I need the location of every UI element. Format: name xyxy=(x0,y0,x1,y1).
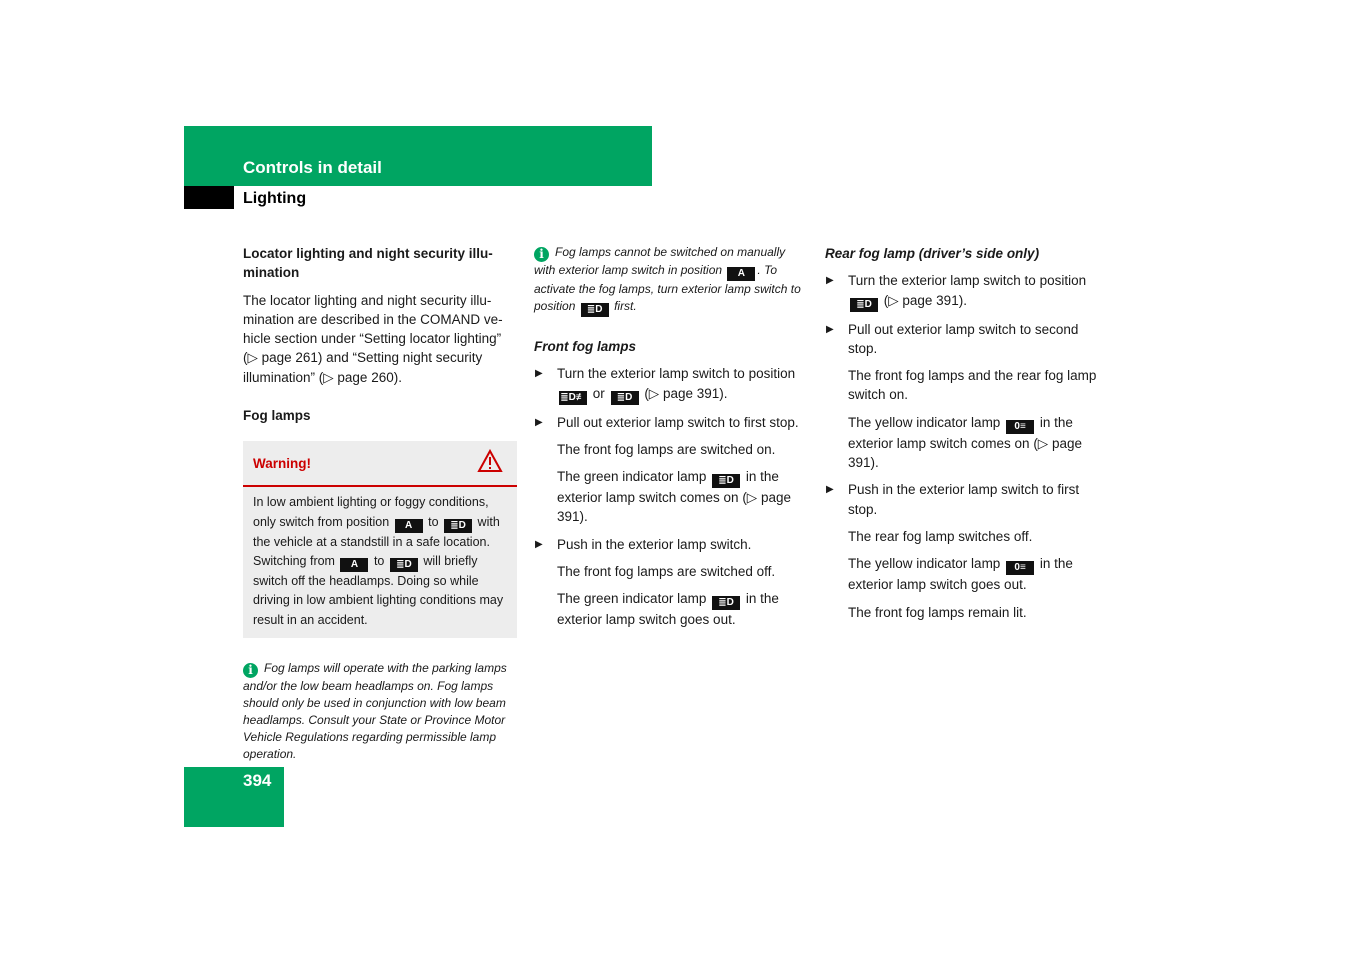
result-text: The front fog lamps are switched on. xyxy=(557,441,776,457)
info-text: Fog lamps cannot be switched on manually with exterior lamp switch in position xyxy=(534,245,786,277)
result-text: The front fog lamps and the rear fog lamp switch on. xyxy=(848,368,1097,403)
rear-fog-heading: Rear fog lamp (driver’s side only) xyxy=(825,246,1040,261)
info-text: first. xyxy=(614,299,637,313)
section-title: Controls in detail xyxy=(243,158,382,177)
result-text: The yellow indicator lamp 0≡ in the exterior lamp switch comes on (▷ page 391). xyxy=(848,414,1082,471)
result-text: The rear fog lamp switches off. xyxy=(848,528,1033,544)
front-fog-heading: Front fog lamps xyxy=(534,339,636,354)
step-item: ▶ Pull out exterior lamp switch to first stop. xyxy=(534,413,806,432)
auto-switch-symbol: A xyxy=(340,558,368,572)
warning-text: In low ambient lighting or foggy conditions, only switch from position xyxy=(253,495,489,529)
result-text: The yellow indicator lamp 0≡ in the exterior lamp switch goes out. xyxy=(848,556,1073,593)
locator-heading: Locator lighting and night security illumination xyxy=(243,246,493,281)
front-fog-symbol: ≣D xyxy=(581,303,609,317)
warning-text: to xyxy=(428,514,439,529)
parking-lamp-symbol: ≣D≢ xyxy=(560,391,586,403)
warning-triangle-icon xyxy=(477,449,503,473)
header-black-tab xyxy=(184,186,234,209)
locator-paragraph: The locator lighting and night security illumination are described in the COMAND vehicle section under “Setting locator lighting” (▷ page 261) and “Setting night security illumination” (▷ page 260). xyxy=(243,292,503,385)
step-item: ▶ Turn the exterior lamp switch to position ≣D≢ or ≣D (▷ page 391). xyxy=(534,364,806,404)
warning-text: to xyxy=(373,553,385,568)
rear-fog-symbol: 0≡ xyxy=(1006,561,1034,575)
column-3 xyxy=(825,244,1097,630)
info-note-manual xyxy=(534,244,806,317)
rear-fog-symbol: 0≡ xyxy=(1006,420,1034,434)
auto-switch-symbol: A xyxy=(395,519,423,533)
step-item: ▶ Turn the exterior lamp switch to position ≣D (▷ page 391). xyxy=(825,271,1097,311)
result-text: The front fog lamps remain lit. xyxy=(848,604,1027,620)
column-1 xyxy=(243,244,517,763)
info-icon: i xyxy=(534,247,549,262)
result-text: The front fog lamps are switched off. xyxy=(557,564,776,580)
front-fog-symbol: ≣D xyxy=(611,391,639,405)
info-text: Fog lamps will operate with the parking lamps and/or the low beam headlamps on. Fog lamps should only be used in conjunction with low beam headlamps. Consult your State or Province Motor Vehicle Regulations regarding permissible lamp operation. xyxy=(243,660,507,761)
warning-body xyxy=(243,487,517,637)
warning-box xyxy=(243,441,517,637)
step-item: ▶ Push in the exterior lamp switch to first stop. xyxy=(825,480,1097,519)
result-text: The green indicator lamp ≣D in the exterior lamp switch goes out. xyxy=(557,591,779,628)
front-fog-symbol: ≣D xyxy=(712,474,740,488)
page-number: 394 xyxy=(243,771,272,790)
result-text: The green indicator lamp ≣D in the exterior lamp switch comes on (▷ page 391). xyxy=(557,469,791,525)
front-fog-symbol: ≣D xyxy=(712,596,740,610)
warning-text: will briefly switch off the headlamps. Doing so while driving in low ambient lighting conditions may result in an accident. xyxy=(253,553,504,627)
subsection-title: Lighting xyxy=(243,190,307,207)
step-item: ▶ Pull out exterior lamp switch to second stop. xyxy=(825,320,1097,359)
front-fog-symbol: ≣D xyxy=(850,298,878,312)
auto-switch-symbol: A xyxy=(727,267,755,281)
info-text: . To activate the fog lamps, turn exterior lamp switch to position xyxy=(534,263,801,313)
fog-lamps-heading: Fog lamps xyxy=(243,408,311,424)
step-item: ▶ Push in the exterior lamp switch. xyxy=(534,535,806,554)
front-fog-symbol: ≣D xyxy=(390,558,418,572)
front-fog-symbol: ≣D xyxy=(444,519,472,533)
warning-header xyxy=(243,441,517,487)
warning-text: with the vehicle at a standstill in a safe location. Switching from xyxy=(253,514,500,568)
info-icon: i xyxy=(243,663,258,678)
warning-label: Warning! xyxy=(253,456,311,472)
column-2 xyxy=(534,244,806,638)
info-note-fog xyxy=(243,660,517,763)
